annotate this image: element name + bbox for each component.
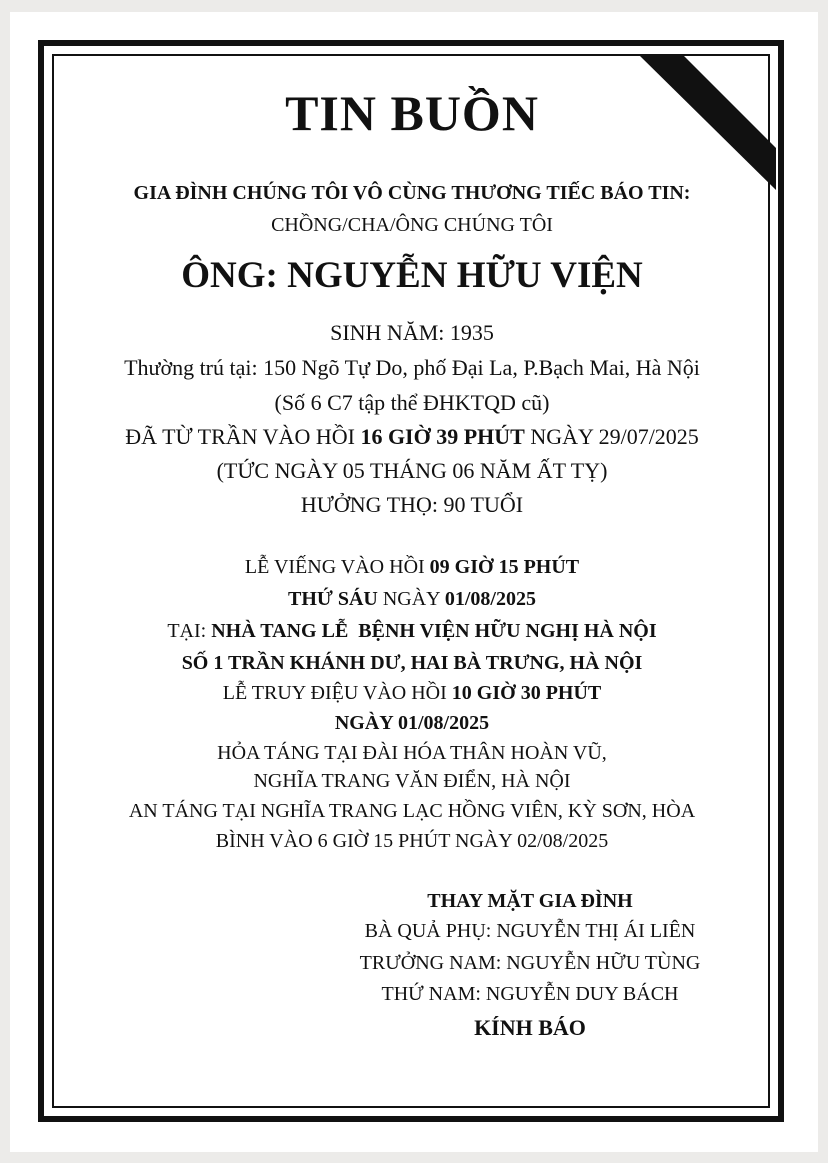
place-name: NHÀ TANG LỄ BỆNH VIỆN HỮU NGHỊ HÀ NỘI <box>211 620 657 642</box>
cremation-line-2: NGHĨA TRANG VĂN ĐIỂN, HÀ NỘI <box>253 770 571 792</box>
visit-day: THỨ SÁU <box>288 588 378 610</box>
visit-date: 01/08/2025 <box>444 588 536 610</box>
page-title: TIN BUỒN <box>285 85 539 141</box>
burial-line-2: BÌNH VÀO 6 GIỜ 15 PHÚT NGÀY 02/08/2025 <box>215 830 609 852</box>
cremation-line-1: HỎA TÁNG TẠI ĐÀI HÓA THÂN HOÀN VŨ, <box>217 742 607 764</box>
announcement-lead: GIA ĐÌNH CHÚNG TÔI VÔ CÙNG THƯƠNG TIẾC BÁO TIN: <box>133 182 691 204</box>
death-time: 16 GIỜ 39 PHÚT <box>360 424 525 449</box>
signature-second-son: THỨ NAM: NGUYỄN DUY BÁCH <box>381 983 679 1005</box>
visit-time: 09 GIỜ 15 PHÚT <box>429 556 580 578</box>
place-address: SỐ 1 TRẦN KHÁNH DƯ, HAI BÀ TRƯNG, HÀ NỘI <box>181 652 643 674</box>
death-prefix: ĐÃ TỪ TRẦN VÀO HỒI <box>125 424 361 449</box>
death-suffix: NGÀY 29/07/2025 <box>524 424 699 449</box>
signature-closing: KÍNH BÁO <box>474 1015 586 1040</box>
memorial-date: NGÀY 01/08/2025 <box>334 712 490 734</box>
lunar-date: (TỨC NGÀY 05 THÁNG 06 NĂM ẤT TỴ) <box>216 458 608 483</box>
visit-day-mid: NGÀY <box>377 588 445 610</box>
memorial-prefix: LỄ TRUY ĐIỆU VÀO HỒI <box>222 682 452 704</box>
birth-year: SINH NĂM: 1935 <box>330 320 494 345</box>
address-line: Thường trú tại: 150 Ngõ Tự Do, phố Đại La, P.Bạch Mai, Hà Nội <box>124 355 700 380</box>
signature-heading: THAY MẶT GIA ĐÌNH <box>427 890 633 912</box>
death-line <box>60 424 764 450</box>
relation-line: CHỒNG/CHA/ÔNG CHÚNG TÔI <box>271 214 553 236</box>
burial-line-1: AN TÁNG TẠI NGHĨA TRANG LẠC HỒNG VIÊN, KỲ SƠN, HÒA <box>128 800 696 822</box>
address-note: (Số 6 C7 tập thể ĐHKTQD cũ) <box>274 390 550 415</box>
place-line <box>60 620 764 643</box>
signature-widow: BÀ QUẢ PHỤ: NGUYỄN THỊ ÁI LIÊN <box>364 920 696 942</box>
visit-prefix: LỄ VIẾNG VÀO HỒI <box>244 556 430 578</box>
memorial-line <box>60 682 764 705</box>
age-line: HƯỞNG THỌ: 90 TUỔI <box>300 492 524 517</box>
memorial-time: 10 GIỜ 30 PHÚT <box>451 682 602 704</box>
visit-date-line <box>60 588 764 611</box>
visit-line <box>60 556 764 579</box>
signature-eldest-son: TRƯỞNG NAM: NGUYỄN HỮU TÙNG <box>359 952 701 974</box>
place-prefix: TẠI: <box>167 620 212 642</box>
deceased-name: ÔNG: NGUYỄN HỮU VIỆN <box>181 255 643 296</box>
